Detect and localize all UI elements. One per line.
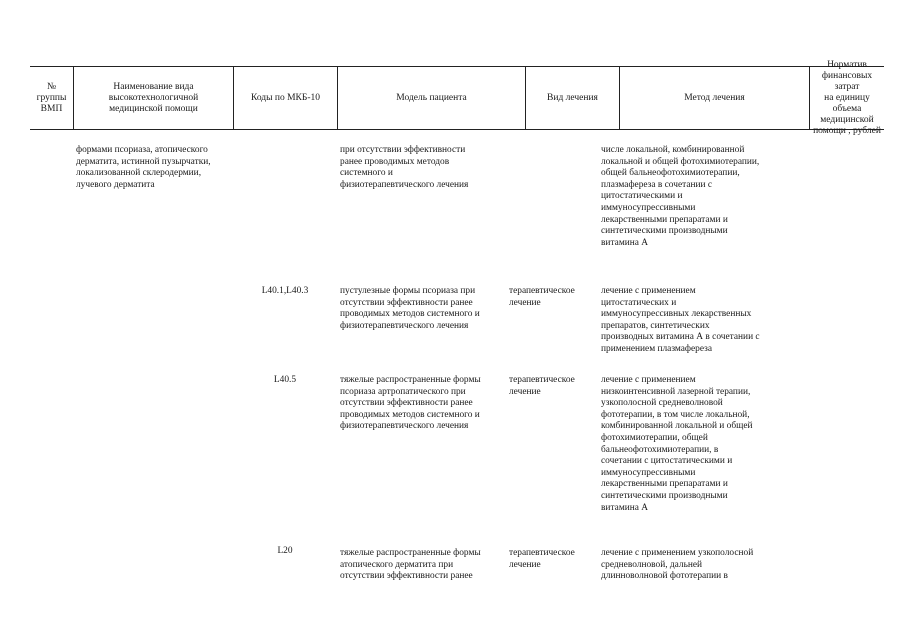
row4-patient-model: тяжелые распространенные формы атопического дерматита при отсутствии эффективности ранее xyxy=(340,548,481,582)
row1-patient-model: при отсутствии эффективности ранее проводимых методов системного и физиотерапевтического лечения xyxy=(340,145,469,190)
row3-patient-model: тяжелые распространенные формы псориаза артропатического при отсутствии эффективности ранее проводимых методов системного и физиотерапевтического лечения xyxy=(340,375,481,432)
row4-treatment-type: терапевтическое лечение xyxy=(509,548,575,570)
header-cost-norm: Норматив финансовых затрат на единицу объема медицинской помощи , рублей xyxy=(813,59,881,136)
row4-icd-code: L20 xyxy=(277,546,293,556)
table-header xyxy=(30,59,884,136)
row2-treatment-type: терапевтическое лечение xyxy=(509,286,575,308)
row2-icd-code: L40.1,L40.3 xyxy=(261,286,309,296)
header-patient-model: Модель пациента xyxy=(338,67,526,129)
row3-treatment-type: терапевтическое лечение xyxy=(509,375,575,397)
row1-treatment-method: числе локальной, комбинированной локальной и общей фотохимиотерапии, общей бальнеофотохимиотерапии, плазмафереза в сочетании с цитостатическими и иммуносупрессивными лекарственными препаратами и синтетическими производными витамина А xyxy=(601,145,760,248)
row1-care-type: формами псориаза, атопического дерматита, истинной пузырчатки, локализованной склеродермии, лучевого дерматита xyxy=(76,145,211,190)
header-treatment-type: Вид лечения xyxy=(526,67,620,129)
header-treatment-method: Метод лечения xyxy=(620,67,810,129)
header-icd-codes: Коды по МКБ-10 xyxy=(234,67,338,129)
row2-patient-model: пустулезные формы псориаза при отсутствии эффективности ранее проводимых методов системного и физиотерапевтического лечения xyxy=(340,286,480,331)
row4-treatment-method: лечение с применением узкополосной средневолновой, дальней длинноволновой фототерапии в xyxy=(601,548,754,582)
header-group-number: № группы ВМП xyxy=(30,67,74,129)
header-care-type: Наименование вида высокотехнологичной медицинской помощи xyxy=(74,67,234,129)
row3-icd-code: L40.5 xyxy=(273,375,297,385)
row3-treatment-method: лечение с применением низкоинтенсивной лазерной терапии, узкополосной средневолновой фототерапии, в том числе локальной, комбинированной локальной и общей фотохимиотерапии, общей бальнеофотохимиотерапии, в сочетании с цитостатическими и иммуносупрессивными лекарственными препаратами и синтетическими производными витамина А xyxy=(601,375,753,513)
row2-treatment-method: лечение с применением цитостатических и иммуносупрессивных лекарственных препаратов, синтетических производных витамина А в сочетании с применением плазмафереза xyxy=(601,286,760,354)
